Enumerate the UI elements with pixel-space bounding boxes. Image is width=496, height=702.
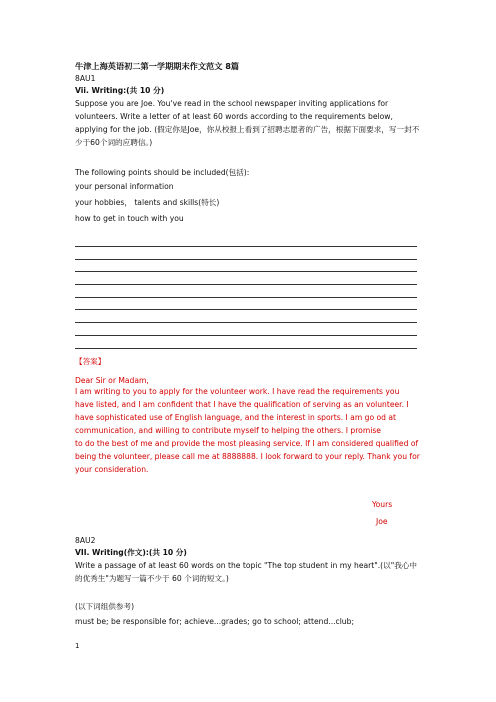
letter-salutation: Dear Sir or Madam,: [75, 376, 149, 385]
unit1-point-3: how to get in touch with you: [75, 214, 184, 223]
writing-line: [75, 284, 417, 285]
page-number: 1: [75, 642, 80, 650]
unit2-heading: VII. Writing(作文):(共 10 分): [75, 548, 187, 557]
unit1-point-1: your personal information: [75, 182, 174, 191]
letter-signature: Joe: [376, 517, 388, 526]
unit1-point-2: your hobbies， talents and skills(特长): [75, 198, 220, 207]
unit1-prompt: Suppose you are Joe. You've read in the school newspaper inviting applications for volunteers. Write a letter of at least 60 words according to the requirements below, applying for the job. (假定你是Joe，你从校报上看到了招聘志愿者的广告，根据下面要求，写一封不少于60个词的应聘信。): [75, 99, 420, 147]
unit1-heading: Vii. Writing:(共 10 分): [75, 86, 165, 95]
letter-closing: Yours: [372, 500, 393, 509]
unit1-code: 8AU1: [75, 74, 96, 83]
document-title: 牛津上海英语初二第一学期期末作文范文 8篇: [75, 61, 240, 71]
unit1-points-intro: The following points should be included(包括):: [75, 168, 250, 177]
unit2-code: 8AU2: [75, 536, 96, 545]
answer-label: 【答案】: [75, 357, 106, 366]
writing-line: [75, 259, 417, 260]
writing-line: [75, 271, 417, 272]
unit2-phrases: must be; be responsible for; achieve...grades; go to school; attend...club;: [75, 617, 354, 626]
unit2-hint: (以下词组供参考): [75, 602, 135, 611]
writing-line: [75, 335, 417, 336]
writing-line: [75, 322, 417, 323]
writing-line: [75, 348, 417, 349]
unit2-prompt: Write a passage of at least 60 words on the topic "The top student in my heart".(以"我心中的优秀生"为题写一篇不少于 60 个词的短文。): [75, 561, 417, 583]
writing-line: [75, 309, 417, 310]
letter-body-2: to do the best of me and provide the most pleasing service. If I am considered qualified of being the volunteer, please call me at 8888888. I look forward to your reply. Thank you for your consideration.: [75, 439, 420, 474]
writing-line: [75, 297, 417, 298]
writing-lines: [75, 246, 417, 360]
writing-line: [75, 246, 417, 247]
letter-body-1: I am writing to you to apply for the volunteer work. I have read the requirements you have listed, and I am confident that I have the qualification of serving as an volunteer. I have sophisticated use of English language, and the interest in sports. I am go od at communication, and willing to contribute myself to helping the others. I promise: [75, 387, 409, 435]
